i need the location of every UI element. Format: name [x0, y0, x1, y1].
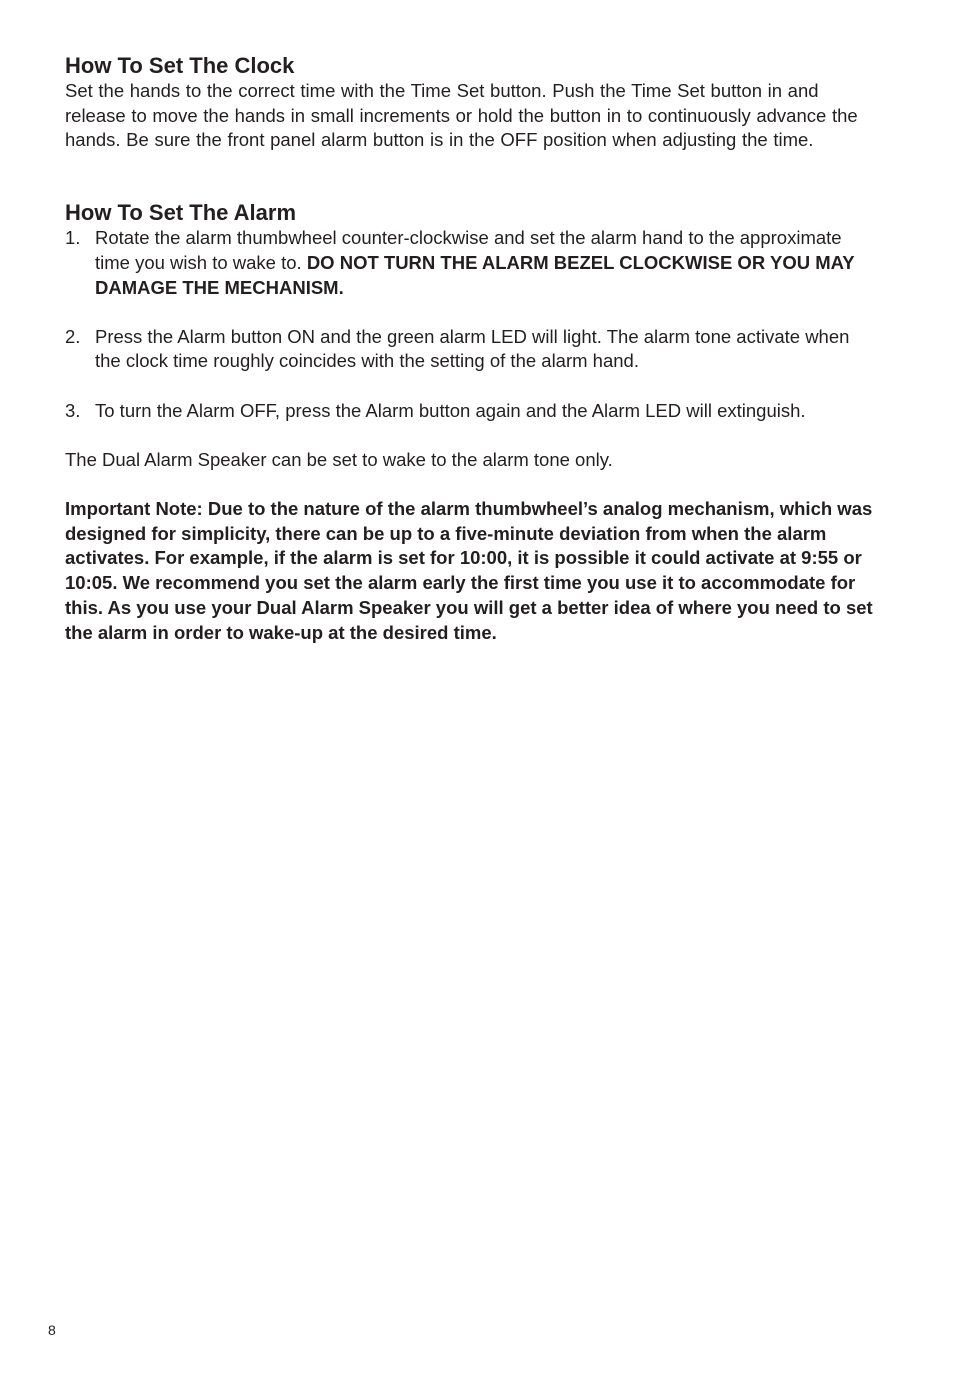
clock-instructions: Set the hands to the correct time with the Time Set button. Push the Time Set button in and release to move the hands in small increments or hold the button in to continuously advance the hands. Be sure the front panel alarm button is in the OFF position when adjusting the time.	[65, 80, 858, 151]
step-text: To turn the Alarm OFF, press the Alarm button again and the Alarm LED will extinguish.	[95, 399, 806, 421]
alarm-section	[65, 200, 877, 645]
important-note: Important Note: Due to the nature of the alarm thumbwheel’s analog mechanism, which was designed for simplicity, there can be up to a five-minute deviation from when the alarm activates. For example, if the alarm is set for 10:00, it is possible it could activate at 9:55 or 10:05. We recommend you set the alarm early the first time you use it to accommodate for this. As you use your Dual Alarm Speaker you will get a better idea of where you need to set the alarm in order to wake-up at the desired time.	[65, 498, 873, 643]
page-number: 8	[48, 1322, 56, 1338]
clock-section	[65, 53, 877, 153]
step-text: Rotate the alarm thumbwheel counter-clockwise and set the alarm hand to the approximate time you wish to wake to.	[95, 227, 842, 273]
step-number: 2.	[65, 325, 81, 347]
step-number: 3.	[65, 399, 81, 421]
speaker-note: The Dual Alarm Speaker can be set to wake to the alarm tone only.	[65, 448, 613, 470]
alarm-heading: How To Set The Alarm	[65, 200, 297, 226]
step-number: 1.	[65, 227, 81, 249]
alarm-step-1	[65, 226, 877, 300]
alarm-step-3	[65, 399, 877, 424]
step-warning: DO NOT TURN THE ALARM BEZEL CLOCKWISE OR YOU MAY DAMAGE THE MECHANISM.	[95, 251, 855, 298]
manual-page	[65, 53, 877, 645]
alarm-step-2	[65, 325, 877, 374]
alarm-steps-list	[65, 226, 877, 423]
clock-heading: How To Set The Clock	[65, 53, 295, 78]
step-text: Press the Alarm button ON and the green alarm LED will light. The alarm tone activate when the clock time roughly coincides with the setting of the alarm hand.	[95, 325, 850, 372]
